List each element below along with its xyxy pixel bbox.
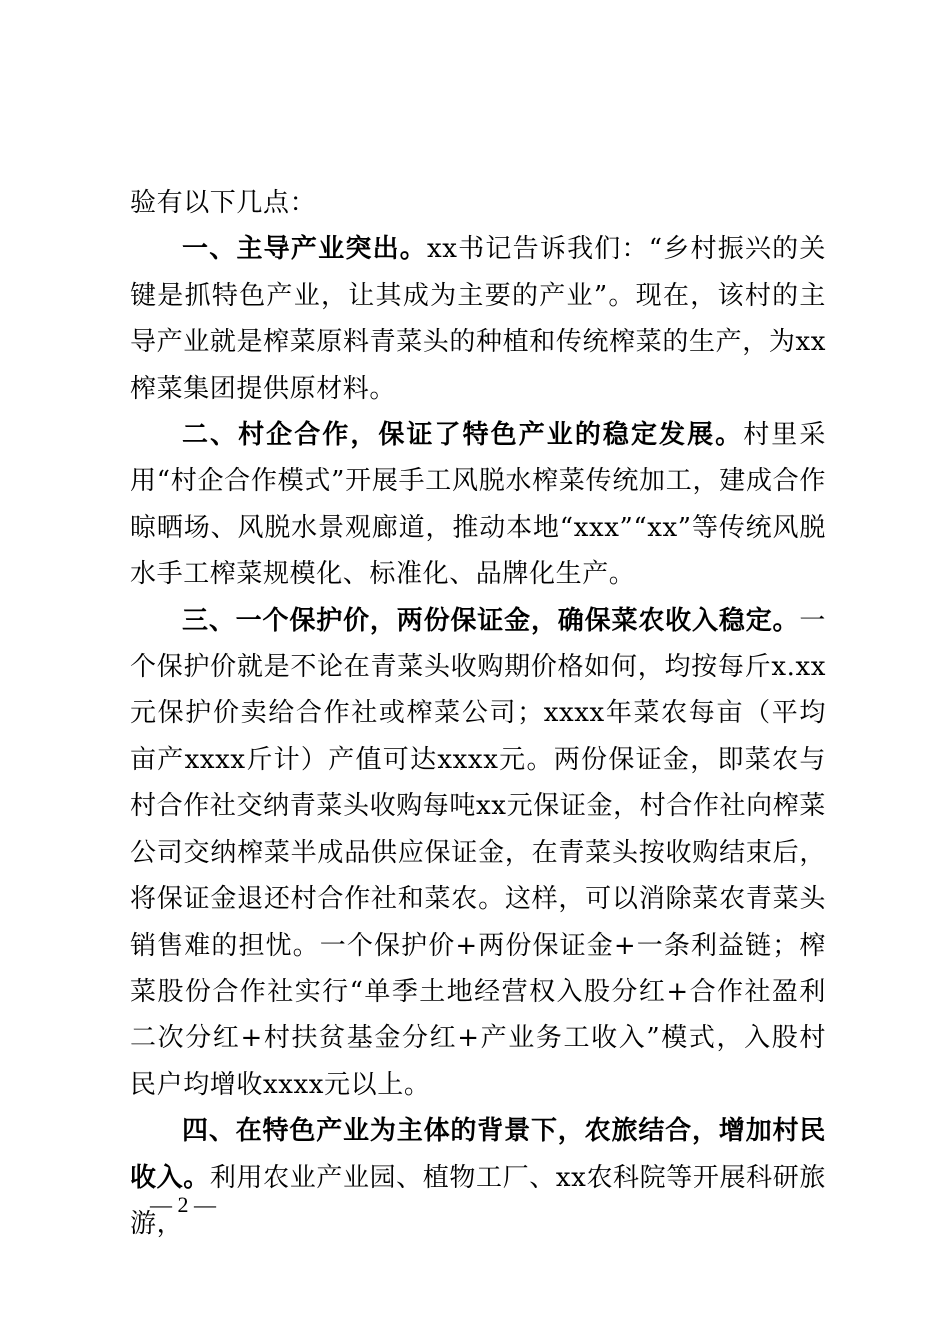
paragraph-point-2 xyxy=(130,412,826,598)
paragraph-point-1 xyxy=(130,226,826,412)
paragraph-heading: 二、村企合作，保证了特色产业的稳定发展。 xyxy=(182,420,744,451)
paragraph-body: xx书记告诉我们：“乡村振兴的关键是抓特色产业，让其成为主要的产业”。现在，该村的主导产业就是榨菜原料青菜头的种植和传统榨菜的生产，为xx榨菜集团提供原材料。 xyxy=(130,234,826,404)
paragraph-body: 利用农业产业园、植物工厂、xx农科院等开展科研旅游， xyxy=(130,1162,826,1239)
paragraph-heading: 一、主导产业突出。 xyxy=(182,234,428,265)
document-body xyxy=(130,180,826,1247)
paragraph-heading: 三、一个保护价，两份保证金，确保菜农收入稳定。 xyxy=(182,605,800,636)
paragraph-body: 村里采用“村企合作模式”开展手工风脱水榨菜传统加工，建成合作晾晒场、风脱水景观廊道，推动本地“xxx”“xx”等传统风脱水手工榨菜规模化、标准化、品牌化生产。 xyxy=(130,420,826,590)
paragraph-heading: 四、在特色产业为主体的背景下，农旅结合，增加村民收入。 xyxy=(130,1116,826,1193)
paragraph-continuation xyxy=(130,180,826,226)
paragraph-body: 一个保护价就是不论在青菜头收购期价格如何，均按每斤x.xx元保护价卖给合作社或榨菜公司；xxxx年菜农每亩（平均亩产xxxx斤计）产值可达xxxx元。两份保证金，即菜农与村合作社交纳青菜头收购每吨xx元保证金，村合作社向榨菜公司交纳榨菜半成品供应保证金，在青菜头按收购结束后，将保证金退还村合作社和菜农。这样，可以消除菜农青菜头销售难的担忧。一个保护价+两份保证金+一条利益链；榨菜股份合作社实行“单季土地经营权入股分红+合作社盈利二次分红+村扶贫基金分红+产业务工收入”模式，入股村民户均增收xxxx元以上。 xyxy=(130,605,826,1100)
paragraph-point-4 xyxy=(130,1108,826,1247)
page-number: — 2 — xyxy=(150,1192,216,1217)
paragraph-point-3 xyxy=(130,598,826,1108)
paragraph-body: 验有以下几点： xyxy=(130,188,317,218)
